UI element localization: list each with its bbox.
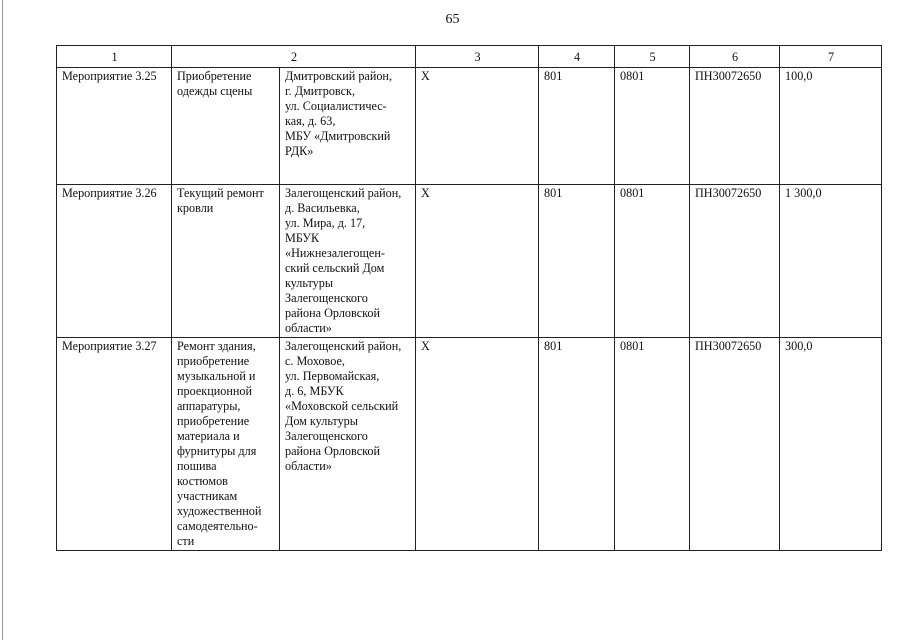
col4-cell: 801 xyxy=(539,338,615,551)
col5-cell: 0801 xyxy=(615,185,690,338)
header-col-2: 2 xyxy=(172,46,416,68)
table-row xyxy=(57,338,882,551)
event-description-cell: Приобретение одежды сцены xyxy=(172,68,280,185)
table-row xyxy=(57,68,882,185)
amount-cell: 1 300,0 xyxy=(780,185,882,338)
col6-cell: ПН30072650 xyxy=(690,338,780,551)
header-col-4: 4 xyxy=(539,46,615,68)
col4-cell: 801 xyxy=(539,68,615,185)
event-name-cell: Мероприятие 3.25 xyxy=(57,68,172,185)
header-col-7: 7 xyxy=(780,46,882,68)
event-location-cell: Дмитровский район, г. Дмитровск, ул. Социалистичес- кая, д. 63, МБУ «Дмитровский РДК» xyxy=(280,68,416,185)
budget-table xyxy=(56,45,882,551)
event-name-cell: Мероприятие 3.27 xyxy=(57,338,172,551)
header-col-1: 1 xyxy=(57,46,172,68)
event-description-cell: Ремонт здания, приобретение музыкальной и проекционной аппаратуры, приобретение материала и фурнитуры для пошива костюмов участникам художественной самодеятельно- сти xyxy=(172,338,280,551)
event-location-cell: Залегощенский район, д. Васильевка, ул. Мира, д. 17, МБУК «Нижнезалегощен- ский сельский Дом культуры Залегощенского района Орловской области» xyxy=(280,185,416,338)
event-location-cell: Залегощенский район, с. Моховое, ул. Первомайская, д. 6, МБУК «Моховской сельский Дом культуры Залегощенского района Орловской области» xyxy=(280,338,416,551)
header-row xyxy=(57,46,882,68)
event-description-cell: Текущий ремонт кровли xyxy=(172,185,280,338)
amount-cell: 100,0 xyxy=(780,68,882,185)
event-name-cell: Мероприятие 3.26 xyxy=(57,185,172,338)
amount-cell: 300,0 xyxy=(780,338,882,551)
header-col-6: 6 xyxy=(690,46,780,68)
page-left-edge-line xyxy=(2,0,3,640)
header-col-3: 3 xyxy=(416,46,539,68)
table-row xyxy=(57,185,882,338)
col6-cell: ПН30072650 xyxy=(690,185,780,338)
col3-cell: Х xyxy=(416,185,539,338)
col4-cell: 801 xyxy=(539,185,615,338)
col3-cell: Х xyxy=(416,68,539,185)
col6-cell: ПН30072650 xyxy=(690,68,780,185)
page-number: 65 xyxy=(445,12,460,27)
col3-cell: Х xyxy=(416,338,539,551)
col5-cell: 0801 xyxy=(615,68,690,185)
header-col-5: 5 xyxy=(615,46,690,68)
col5-cell: 0801 xyxy=(615,338,690,551)
